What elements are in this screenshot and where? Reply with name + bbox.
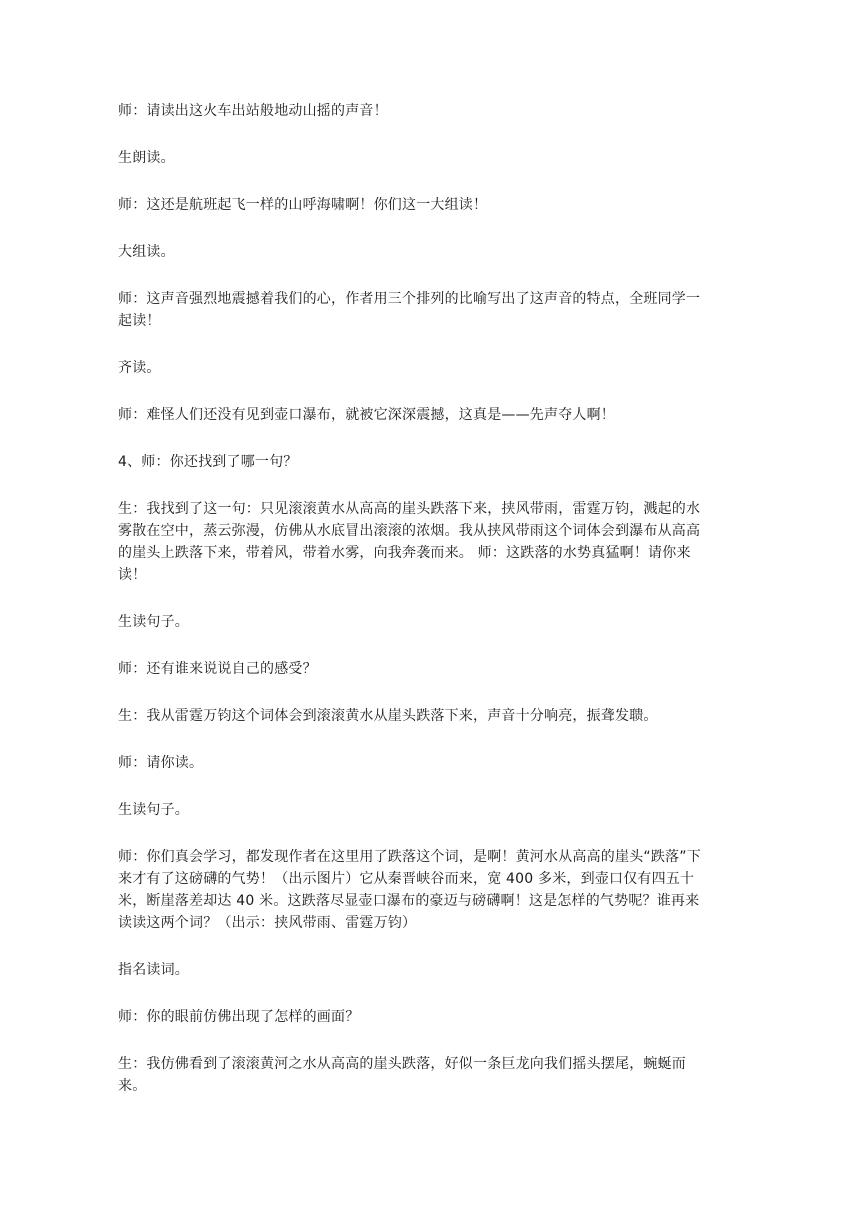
paragraph: 生朗读。 bbox=[118, 150, 175, 166]
paragraph: 生读句子。 bbox=[118, 802, 189, 818]
paragraph: 师：请读出这火车出站般地动山摇的声音！ bbox=[118, 103, 388, 119]
paragraph: 师：你们真会学习，都发现作者在这里用了跌落这个词，是啊！黄河水从高高的崖头“跌落”下来才有了这磅礴的气势！（出示图片）它从秦晋峡谷而来，宽 400 多米，到壶口仅有四五十米，断崖落差却达 40 米。这跌落尽显壶口瀑布的豪迈与磅礴啊！这是怎样的气势呢？谁再来读读这两个词？（出示：挟风带雨、雷霆万钧） bbox=[118, 849, 701, 931]
paragraph: 师：还有谁来说说自己的感受？ bbox=[118, 661, 317, 677]
paragraph: 生：我从雷霆万钧这个词体会到滚滚黄水从崖头跌落下来，声音十分响亮，振聋发聩。 bbox=[118, 708, 658, 724]
paragraph: 4、师：你还找到了哪一句？ bbox=[118, 454, 298, 470]
paragraph: 师：这还是航班起飞一样的山呼海啸啊！你们这一大组读！ bbox=[118, 197, 488, 213]
paragraph: 齐读。 bbox=[118, 360, 161, 376]
paragraph: 师：请你读。 bbox=[118, 755, 204, 771]
paragraph: 生：我找到了这一句：只见滚滚黄水从高高的崖头跌落下来，挟风带雨，雷霆万钧，溅起的水雾散在空中，蒸云弥漫，仿佛从水底冒出滚滚的浓烟。我从挟风带雨这个词体会到瀑布从高高的崖头上跌落下来，带着风，带着水雾，向我奔袭而来。 师：这跌落的水势真猛啊！请你来读！ bbox=[118, 501, 701, 583]
paragraph: 师：你的眼前仿佛出现了怎样的画面？ bbox=[118, 1009, 360, 1025]
paragraph: 师：难怪人们还没有见到壶口瀑布，就被它深深震撼，这真是——先声夺人啊！ bbox=[118, 407, 615, 423]
paragraph: 大组读。 bbox=[118, 244, 175, 260]
paragraph: 生读句子。 bbox=[118, 614, 189, 630]
paragraph: 师：这声音强烈地震撼着我们的心，作者用三个排列的比喻写出了这声音的特点，全班同学一起读！ bbox=[118, 291, 701, 329]
paragraph: 生：我仿佛看到了滚滚黄河之水从高高的崖头跌落，好似一条巨龙向我们摇头摆尾，蜿蜒而来。 bbox=[118, 1056, 686, 1094]
document-body bbox=[118, 100, 708, 1122]
paragraph: 指名读词。 bbox=[118, 962, 189, 978]
